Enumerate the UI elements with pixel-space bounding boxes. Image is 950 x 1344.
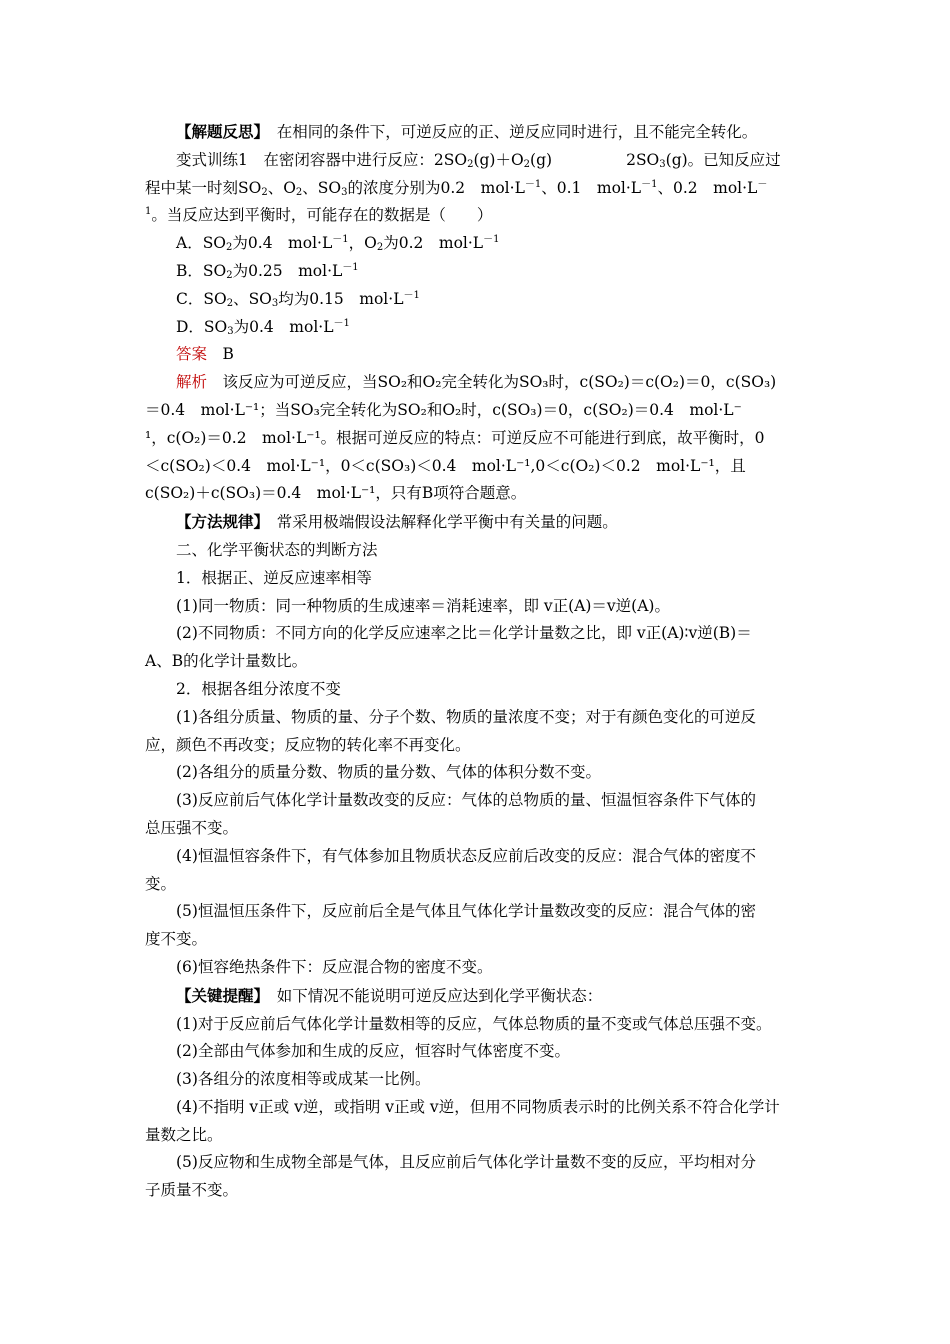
superscript: 1 bbox=[145, 206, 152, 218]
item-2-3a: (3)反应前后气体化学计量数改变的反应：气体的总物质的量、恒温恒容条件下气体的 bbox=[176, 791, 756, 810]
exercise-text: 、0.2 mol·L bbox=[657, 178, 758, 197]
keynote-text: 如下情况不能说明可逆反应达到化学平衡状态： bbox=[261, 986, 603, 1005]
exercise-text: (g)。已知反应过 bbox=[665, 150, 781, 169]
item-2-3b: 总压强不变。 bbox=[145, 818, 239, 837]
subscript: 2 bbox=[261, 186, 268, 198]
keynote-item-4b: 量数之比。 bbox=[145, 1125, 223, 1144]
option-text: B．SO bbox=[176, 261, 227, 280]
option-text: 为0.4 mol·L bbox=[233, 317, 334, 336]
exercise-text: 。当反应达到平衡时，可能存在的数据是（ ） bbox=[151, 206, 493, 225]
analysis-line-3: ¹，c(O₂)＝0.2 mol·L⁻¹。根据可逆反应的特点：可逆反应不可能进行到底，故平衡时，0 bbox=[145, 428, 765, 447]
superscript: －1 bbox=[342, 261, 359, 273]
superscript: －1 bbox=[403, 289, 420, 301]
analysis-line-5: c(SO₂)＋c(SO₃)＝0.4 mol·L⁻¹，只有B项符合题意。 bbox=[145, 484, 527, 503]
method-line bbox=[145, 508, 810, 537]
option-b bbox=[145, 258, 810, 286]
superscript: －1 bbox=[524, 178, 542, 190]
keynote-line bbox=[145, 982, 810, 1011]
method-label: 【方法规律】 bbox=[176, 512, 262, 532]
subscript: 2 bbox=[226, 242, 233, 254]
option-text: 为0.25 mol·L bbox=[232, 261, 343, 280]
exercise-text: 、SO bbox=[302, 178, 342, 197]
subheading-1: 1．根据正、逆反应速率相等 bbox=[176, 568, 372, 587]
option-text: ，O bbox=[348, 234, 377, 253]
superscript: －1 bbox=[641, 178, 658, 190]
item-2-1b: 应，颜色不再改变；反应物的转化率不再变化。 bbox=[145, 735, 471, 754]
reflection-line bbox=[145, 118, 810, 147]
item-1-1: (1)同一物质：同一种物质的生成速率＝消耗速率，即 v正(A)＝v逆(A)。 bbox=[176, 596, 670, 615]
item-2-4a: (4)恒温恒容条件下，有气体参加且物质状态反应前后改变的反应：混合气体的密度不 bbox=[176, 846, 756, 865]
keynote-item-5b: 子质量不变。 bbox=[145, 1181, 239, 1200]
section-heading: 二、化学平衡状态的判断方法 bbox=[176, 540, 378, 559]
subscript: 3 bbox=[659, 158, 666, 170]
page-content bbox=[145, 118, 810, 1205]
subscript: 3 bbox=[271, 297, 279, 309]
keynote-label: 【关键提醒】 bbox=[176, 985, 262, 1005]
subscript: 3 bbox=[227, 325, 234, 337]
method-text: 常采用极端假设法解释化学平衡中有关量的问题。 bbox=[261, 513, 618, 532]
answer-line bbox=[145, 341, 810, 369]
subheading-2: 2．根据各组分浓度不变 bbox=[176, 679, 341, 698]
subscript: 2 bbox=[226, 269, 233, 281]
exercise-text: 程中某一时刻SO bbox=[145, 178, 262, 197]
exercise-line-3 bbox=[145, 202, 810, 230]
exercise-line-2: 程中某一时刻$SO_2$、$O_2$、$SO_3$的浓度分别为0.2 $mol\cdot L^{-1}$、0.1 $mol\cdot L^{-1}$、0.2 mol·L－ bbox=[145, 178, 768, 198]
option-text: D．SO bbox=[176, 317, 228, 336]
exercise-text: 变式训练1 在密闭容器中进行反应：2SO bbox=[176, 150, 468, 169]
item-2-5a: (5)恒温恒压条件下，反应前后全是气体且气体化学计量数改变的反应：混合气体的密 bbox=[176, 902, 756, 921]
answer-label: 答案 bbox=[176, 345, 208, 364]
analysis-text: 该反应为可逆反应，当SO₂和O₂完全转化为SO₃时，c(SO₂)＝c(O₂)＝0，c(SO₃) bbox=[207, 373, 777, 392]
subscript: 3 bbox=[341, 186, 348, 198]
exercise-text: 、O bbox=[267, 178, 296, 197]
item-2-1a: (1)各组分质量、物质的量、分子个数、物质的量浓度不变；对于有颜色变化的可逆反 bbox=[176, 707, 756, 726]
analysis-line-2: ＝0.4 mol·L⁻¹；当SO₃完全转化为SO₂和O₂时，c(SO₃)＝0，c(SO₂)＝0.4 mol·L⁻ bbox=[145, 400, 742, 419]
subscript: 2 bbox=[523, 158, 531, 170]
exercise-text: 的浓度分别为0.2 mol·L bbox=[347, 178, 525, 197]
reflection-text: 在相同的条件下，可逆反应的正、逆反应同时进行，且不能完全转化。 bbox=[261, 123, 758, 141]
keynote-item-2: (2)全部由气体参加和生成的反应，恒容时气体密度不变。 bbox=[176, 1042, 570, 1061]
exercise-intro bbox=[145, 147, 810, 175]
superscript: －1 bbox=[333, 317, 350, 329]
option-text: 为0.4 mol·L bbox=[232, 234, 333, 253]
exercise-text: 、0.1 mol·L bbox=[541, 178, 642, 197]
keynote-item-5a: (5)反应物和生成物全部是气体，且反应前后气体化学计量数不变的反应，平均相对分 bbox=[176, 1153, 756, 1172]
subscript: 2 bbox=[376, 242, 384, 254]
keynote-item-1: (1)对于反应前后气体化学计量数相等的反应，气体总物质的量不变或气体总压强不变。 bbox=[176, 1014, 772, 1033]
exercise-text: 2SO bbox=[626, 150, 660, 169]
answer-value: B bbox=[207, 345, 234, 364]
reflection-label: 【解题反思】 bbox=[176, 122, 262, 141]
subscript: 2 bbox=[295, 186, 303, 198]
item-2-6: (6)恒容绝热条件下：反应混合物的密度不变。 bbox=[176, 957, 493, 976]
exercise-text: (g) bbox=[530, 150, 553, 169]
analysis-line-4: ＜c(SO₂)＜0.4 mol·L⁻¹，0＜c(SO₃)＜0.4 mol·L⁻¹,0＜c(O₂)＜0.2 mol·L⁻¹，且 bbox=[145, 456, 746, 475]
item-2-4b: 变。 bbox=[145, 874, 177, 893]
option-text: 为0.2 mol·L bbox=[383, 234, 484, 253]
superscript: －1 bbox=[483, 234, 500, 246]
keynote-item-3: (3)各组分的浓度相等或成某一比例。 bbox=[176, 1070, 431, 1089]
item-2-5b: 度不变。 bbox=[145, 930, 208, 949]
subscript: 2 bbox=[226, 297, 234, 309]
item-1-2b: A、B的化学计量数比。 bbox=[145, 652, 308, 671]
option-text: A．SO bbox=[176, 234, 227, 253]
option-text: 均为0.15 mol·L bbox=[278, 289, 404, 308]
option-text: 、SO bbox=[233, 289, 272, 308]
analysis-label: 解析 bbox=[176, 373, 208, 392]
subscript: 2 bbox=[467, 158, 474, 170]
exercise-text: (g)＋O bbox=[473, 150, 524, 169]
option-text: C．SO bbox=[176, 289, 227, 308]
item-2-2: (2)各组分的质量分数、物质的量分数、气体的体积分数不变。 bbox=[176, 763, 601, 782]
option-c bbox=[145, 286, 810, 314]
superscript: －1 bbox=[332, 234, 349, 246]
keynote-item-4a: (4)不指明 v正或 v逆，或指明 v正或 v逆，但用不同物质表示时的比例关系不符合化学计 bbox=[176, 1097, 780, 1116]
option-d bbox=[145, 314, 810, 342]
option-a bbox=[145, 230, 810, 258]
item-1-2a: (2)不同物质：不同方向的化学反应速率之比＝化学计量数之比，即 v正(A)∶v逆(B)＝ bbox=[176, 624, 752, 643]
analysis-line-1 bbox=[145, 369, 810, 397]
